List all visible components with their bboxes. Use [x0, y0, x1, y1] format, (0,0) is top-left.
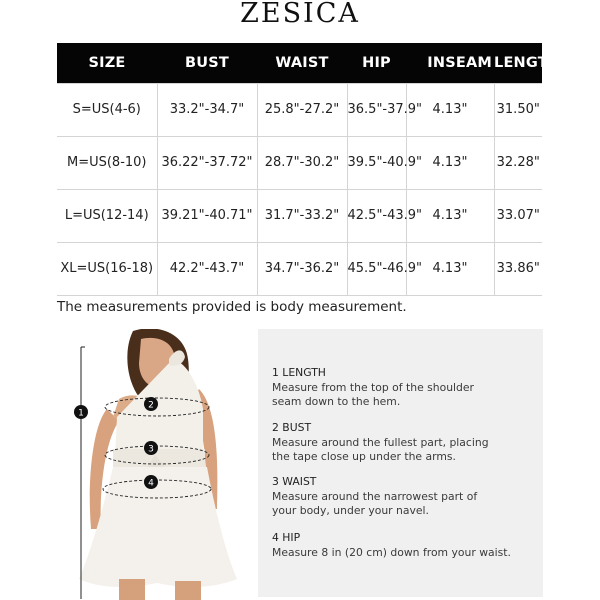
marker-length-label: 1: [78, 408, 84, 419]
marker-waist-label: 3: [148, 444, 154, 455]
marker-length: [74, 405, 88, 419]
cell-length: 33.86": [494, 242, 542, 295]
table-row: [57, 136, 542, 189]
cell-bust: 39.21"-40.71": [157, 189, 257, 242]
guide-length: [272, 366, 537, 410]
marker-bust-label: 2: [148, 400, 154, 411]
header-waist: WAIST: [257, 43, 347, 83]
cell-size: S=US(4-6): [57, 83, 157, 136]
cell-length: 32.28": [494, 136, 542, 189]
header-hip: HIP: [347, 43, 406, 83]
cell-waist: 31.7"-33.2": [257, 189, 347, 242]
cell-bust: 33.2"-34.7": [157, 83, 257, 136]
guide-waist: [272, 475, 537, 519]
measurement-guide-panel: [258, 329, 543, 597]
measurement-note: The measurements provided is body measurement.: [57, 299, 407, 315]
marker-hip-label: 4: [148, 478, 154, 489]
size-chart-table: [57, 43, 561, 296]
cell-length: 33.07": [494, 189, 542, 242]
guide-length-desc-1: Measure from the top of the shoulder: [272, 380, 474, 394]
guide-bust-desc-2: the tape close up under the arms.: [272, 450, 456, 463]
table-row: [57, 242, 542, 295]
guide-hip-desc-1: Measure 8 in (20 cm) down from your waist.: [272, 545, 511, 559]
cell-inseam: 4.13": [406, 83, 494, 136]
model-figure: [57, 329, 257, 600]
cell-inseam: 4.13": [406, 136, 494, 189]
cell-hip: 42.5"-43.9": [347, 189, 406, 242]
cell-bust: 36.22"-37.72": [157, 136, 257, 189]
cell-inseam: 4.13": [406, 189, 494, 242]
header-size: SIZE: [57, 43, 157, 83]
cell-waist: 25.8"-27.2": [257, 83, 347, 136]
guide-waist-desc-2: your body, under your navel.: [272, 504, 429, 517]
guide-bust: [272, 421, 537, 465]
cell-waist: 28.7"-30.2": [257, 136, 347, 189]
table-row: [57, 83, 542, 136]
guide-length-heading: 1 LENGTH: [272, 366, 326, 379]
dress-bodice: [115, 359, 203, 457]
guide-length-desc-2: seam down to the hem.: [272, 395, 401, 408]
cell-size: L=US(12-14): [57, 189, 157, 242]
marker-hip: [144, 475, 158, 489]
table-header-row: [57, 43, 542, 83]
marker-waist: [144, 441, 158, 455]
cell-waist: 34.7"-36.2": [257, 242, 347, 295]
cell-size: XL=US(16-18): [57, 242, 157, 295]
cell-hip: 39.5"-40.9": [347, 136, 406, 189]
guide-hip: [272, 531, 537, 560]
table-row: [57, 189, 542, 242]
guide-waist-heading: 3 WAIST: [272, 475, 317, 488]
cell-size: M=US(8-10): [57, 136, 157, 189]
header-bust: BUST: [157, 43, 257, 83]
brand-logo: ZESICA: [240, 0, 360, 29]
header-inseam: INSEAM: [406, 43, 494, 83]
guide-hip-heading: 4 HIP: [272, 531, 301, 544]
marker-bust: [144, 397, 158, 411]
guide-waist-desc-1: Measure around the narrowest part of: [272, 489, 478, 503]
guide-bust-heading: 2 BUST: [272, 421, 312, 434]
cell-hip: 36.5"-37.9": [347, 83, 406, 136]
header-length: LENGTH: [494, 43, 542, 83]
cell-inseam: 4.13": [406, 242, 494, 295]
cell-length: 31.50": [494, 83, 542, 136]
cell-hip: 45.5"-46.9": [347, 242, 406, 295]
cell-bust: 42.2"-43.7": [157, 242, 257, 295]
guide-bust-desc-1: Measure around the fullest part, placing: [272, 435, 489, 449]
